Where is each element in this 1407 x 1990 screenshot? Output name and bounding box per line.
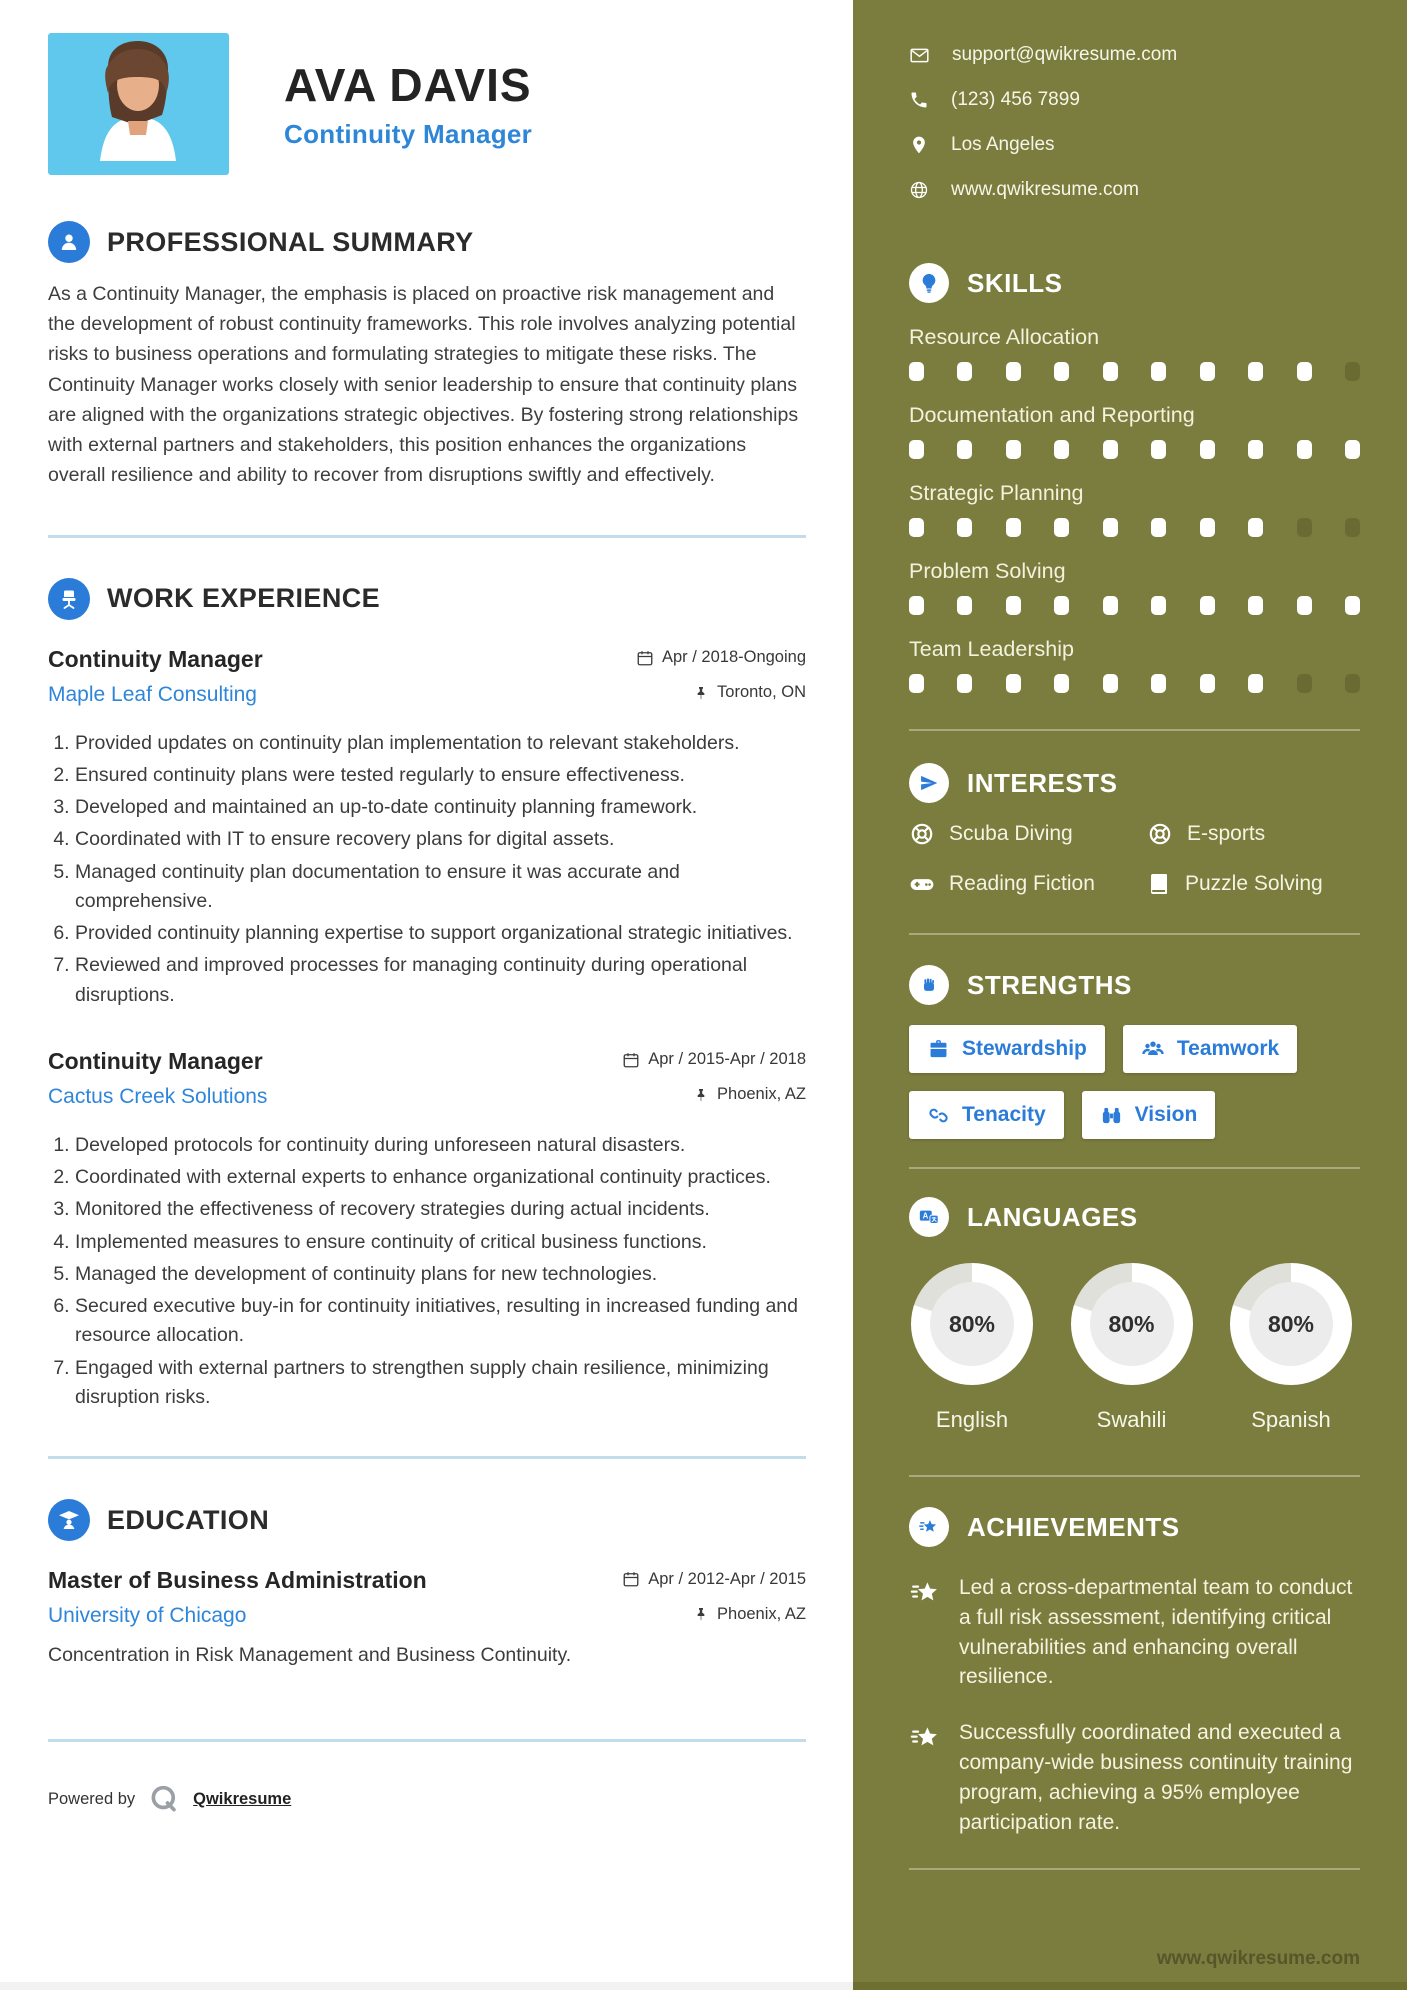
shooting-star-glyph: [918, 1516, 940, 1538]
skill-dot: [1151, 674, 1166, 693]
skill-name: Documentation and Reporting: [909, 403, 1195, 427]
skill-dot: [957, 362, 972, 381]
job-bullet: 4. Implemented measures to ensure continuity of critical business functions.: [75, 1228, 806, 1257]
interest-item: [909, 871, 1147, 897]
strength-label: Stewardship: [962, 1037, 1087, 1060]
job-location: Toronto, ON: [693, 683, 806, 702]
footer: [48, 1782, 806, 1816]
education-section: [48, 1499, 806, 1667]
company-link[interactable]: Cactus Creek Solutions: [48, 1084, 268, 1108]
language-percent: 80%: [1108, 1310, 1155, 1337]
graduate-icon: [48, 1499, 90, 1541]
school-row: [48, 1594, 806, 1628]
job-bullet: 4. Coordinated with IT to ensure recovery plans for digital assets.: [75, 825, 806, 854]
translate-glyph: [918, 1206, 940, 1228]
skill-dot: [1297, 518, 1312, 537]
skill-dot: [1006, 440, 1021, 459]
sidebar-divider: [909, 933, 1360, 935]
job-bullet: 7. Engaged with external partners to strengthen supply chain resilience, minimizing disruption risks.: [75, 1354, 806, 1413]
candidate-name: AVA DAVIS: [284, 59, 532, 111]
contact-email[interactable]: support@qwikresume.com: [952, 44, 1178, 65]
job-entry: [48, 1048, 806, 1412]
calendar-icon: [622, 1051, 640, 1069]
languages-heading: LANGUAGES: [967, 1201, 1138, 1232]
job-bullet: 6. Secured executive buy-in for continuity initiatives, resulting in increased funding and resource allocation.: [75, 1292, 806, 1351]
qwikresume-logo-icon: [147, 1782, 181, 1816]
skill-dot: [1297, 596, 1312, 615]
strength-chip: [909, 1091, 1064, 1139]
skill-dot: [957, 596, 972, 615]
language-percent: 80%: [948, 1310, 996, 1337]
skill-rating: [909, 596, 1360, 615]
job-bullet: 3. Developed and maintained an up-to-date continuity planning framework.: [75, 793, 806, 822]
candidate-title: Continuity Manager: [284, 119, 533, 149]
calendar-icon: [622, 1570, 640, 1588]
envelope-icon: [909, 45, 930, 66]
language-name: English: [935, 1407, 1009, 1432]
language-name: Spanish: [1251, 1407, 1331, 1432]
languages-row: [909, 1263, 1360, 1433]
skill-dot: [1006, 362, 1021, 381]
contact-website[interactable]: www.qwikresume.com: [951, 179, 1139, 200]
skill-group: [909, 403, 1360, 459]
skill-rating: [909, 674, 1360, 693]
work-section: [48, 578, 806, 1413]
pushpin-icon: [693, 685, 709, 701]
profile-photo-illustration: [48, 33, 229, 175]
skill-dot: [1054, 596, 1069, 615]
job-bullet: 3. Monitored the effectiveness of recovery strategies during actual incidents.: [75, 1195, 806, 1224]
job-entry: [48, 646, 806, 1010]
sidebar-divider: [909, 1475, 1360, 1477]
skill-dot: [1248, 674, 1263, 693]
summary-text: As a Continuity Manager, the emphasis is placed on proactive risk management and the development of robust continuity frameworks. This role involves analyzing potential risks to business operations and formulating strategies to mitigate these risks. The Continuity Manager works closely with senior leadership to ensure that continuity plans are aligned with the organizations strategic objectives. By fostering strong relationships with external partners and stakeholders, this position enhances the organizations overall resilience and ability to recover from disruptions swiftly and effectively.: [48, 283, 799, 487]
skill-dot: [1200, 674, 1215, 693]
binoculars-icon: [1100, 1104, 1123, 1127]
gamepad-icon: [909, 871, 935, 897]
language-item: [1069, 1263, 1195, 1433]
strength-label: Vision: [1134, 1103, 1198, 1126]
achievement-text: Led a cross-departmental team to conduct a full risk assessment, identifying critical vulnerabilities and enhancing overall resilience.: [959, 1576, 1353, 1689]
job-title-row: [48, 1048, 806, 1075]
name-block: [284, 58, 532, 150]
skill-dot: [1200, 518, 1215, 537]
powered-by-label: Powered by: [48, 1789, 136, 1808]
skill-dot: [1054, 362, 1069, 381]
job-bullet: 2. Ensured continuity plans were tested regularly to ensure effectiveness.: [75, 761, 806, 790]
education-note: Concentration in Risk Management and Business Continuity.: [48, 1644, 572, 1667]
skill-dot: [1200, 440, 1215, 459]
job-bullet: 1. Provided updates on continuity plan implementation to relevant stakeholders.: [75, 729, 806, 758]
contact-location-row: [909, 134, 1360, 156]
work-heading: WORK EXPERIENCE: [107, 583, 381, 614]
skill-dot: [1297, 440, 1312, 459]
bottom-strip-right: [853, 1982, 1407, 1990]
shooting-star-icon: [909, 1576, 943, 1610]
language-name: Swahili: [1096, 1407, 1167, 1432]
interests-section: [909, 763, 1360, 897]
contact-email-row: [909, 44, 1360, 66]
strength-label: Teamwork: [1176, 1037, 1280, 1060]
strength-chip: [1123, 1025, 1297, 1073]
education-heading-row: [48, 1499, 806, 1541]
person-icon: [48, 221, 90, 263]
skill-dot: [1151, 362, 1166, 381]
skill-group: [909, 637, 1360, 693]
office-chair-icon: [48, 578, 90, 620]
language-item: [1228, 1263, 1354, 1433]
skill-name: Resource Allocation: [909, 325, 1100, 349]
achievements-section: [909, 1507, 1360, 1838]
skill-group: [909, 325, 1360, 381]
job-bullet: 5. Managed continuity plan documentation to ensure it was accurate and comprehensive.: [75, 858, 806, 917]
skill-dot: [1054, 674, 1069, 693]
profile-photo: [48, 33, 229, 175]
skill-dot: [1054, 440, 1069, 459]
skill-name: Team Leadership: [909, 637, 1074, 661]
skill-dot: [1151, 596, 1166, 615]
job-date: Apr / 2015-Apr / 2018: [622, 1050, 806, 1069]
skill-dot: [1345, 674, 1360, 693]
briefcase-icon: [927, 1038, 950, 1061]
skill-dot: [909, 674, 924, 693]
divider: [48, 1456, 806, 1459]
shooting-star-icon: [909, 1507, 949, 1547]
job-title: Continuity Manager: [48, 1047, 263, 1074]
skill-dot: [957, 440, 972, 459]
skills-heading: SKILLS: [967, 267, 1063, 298]
interests-heading-row: [909, 763, 1360, 803]
job-company-row: [48, 673, 806, 707]
education-location: Phoenix, AZ: [693, 1605, 806, 1624]
fist-icon: [909, 965, 949, 1005]
company-link[interactable]: Maple Leaf Consulting: [48, 682, 257, 706]
skill-dot: [1345, 518, 1360, 537]
strength-chip: [909, 1025, 1105, 1073]
skills-section: [909, 263, 1360, 693]
strengths-chips: [909, 1025, 1360, 1139]
job-bullet: 2. Coordinated with external experts to enhance organizational continuity practices.: [75, 1163, 806, 1192]
skill-dot: [957, 674, 972, 693]
interest-item: [1147, 821, 1360, 847]
lifebuoy-icon: [1147, 821, 1173, 847]
interests-heading: INTERESTS: [967, 767, 1118, 798]
translate-icon: [909, 1197, 949, 1237]
language-progress-ring: [911, 1263, 1033, 1385]
skill-dot: [1151, 518, 1166, 537]
contact-phone: (123) 456 7899: [951, 89, 1080, 110]
skill-dot: [957, 518, 972, 537]
sidebar-divider: [909, 1868, 1360, 1870]
shooting-star-icon: [909, 1721, 943, 1755]
language-item: [909, 1263, 1035, 1433]
bottom-strip-left: [0, 1982, 853, 1990]
job-company-row: [48, 1075, 806, 1109]
skill-dot: [909, 440, 924, 459]
skill-dot: [1103, 362, 1118, 381]
strengths-heading: STRENGTHS: [967, 969, 1132, 1000]
skill-dot: [1006, 674, 1021, 693]
interest-label: Puzzle Solving: [1185, 872, 1323, 895]
pushpin-icon: [693, 1087, 709, 1103]
skill-group: [909, 481, 1360, 537]
achievement-item: [909, 1573, 1360, 1692]
language-progress-ring: [1230, 1263, 1352, 1385]
header: [48, 33, 806, 175]
job-bullet: 7. Reviewed and improved processes for managing continuity during operational disruptions.: [75, 951, 806, 1010]
divider: [48, 535, 806, 538]
language-percent: 80%: [1267, 1310, 1315, 1337]
contact-phone-row: [909, 89, 1360, 111]
skill-dot: [1006, 518, 1021, 537]
skill-dot: [1297, 362, 1312, 381]
skill-name: Problem Solving: [909, 559, 1066, 583]
job-bullet: 6. Provided continuity planning expertise to support organizational strategic initiatives.: [75, 919, 806, 948]
school-link[interactable]: University of Chicago: [48, 1604, 247, 1628]
job-bullet: 5. Managed the development of continuity plans for new technologies.: [75, 1260, 806, 1289]
interests-grid: [909, 821, 1360, 897]
site-link[interactable]: www.qwikresume.com: [1156, 1947, 1360, 1969]
education-entry: [48, 1567, 806, 1667]
language-progress-ring: [1071, 1263, 1193, 1385]
strength-label: Tenacity: [962, 1103, 1046, 1126]
achievements-heading-row: [909, 1507, 1360, 1547]
svg-text:A: A: [922, 1211, 929, 1221]
achievement-item: [909, 1718, 1360, 1837]
summary-section: [48, 221, 806, 491]
skill-dot: [1054, 518, 1069, 537]
degree-title: Master of Business Administration: [48, 1567, 427, 1594]
strength-chip: [1082, 1091, 1216, 1139]
job-title-row: [48, 646, 806, 673]
skills-heading-row: [909, 263, 1360, 303]
skill-dot: [1345, 362, 1360, 381]
languages-heading-row: [909, 1197, 1360, 1237]
job-bullet: 1. Developed protocols for continuity during unforeseen natural disasters.: [75, 1131, 806, 1160]
skill-dot: [1151, 440, 1166, 459]
contact-block: [909, 44, 1360, 201]
sidebar-divider: [909, 1167, 1360, 1169]
skill-dot: [1248, 596, 1263, 615]
skill-dot: [1248, 440, 1263, 459]
interest-label: Scuba Diving: [949, 822, 1073, 845]
job-bullet-list: [48, 1131, 806, 1412]
ring-inner: [1249, 1282, 1333, 1366]
sidebar-divider: [909, 729, 1360, 731]
skill-dot: [1345, 596, 1360, 615]
divider: [48, 1739, 806, 1742]
job-bullet-list: [48, 729, 806, 1010]
languages-section: [909, 1197, 1360, 1433]
paper-plane-icon: [909, 763, 949, 803]
skill-rating: [909, 518, 1360, 537]
contact-location: Los Angeles: [951, 134, 1055, 155]
skill-dot: [1248, 362, 1263, 381]
skill-dot: [909, 518, 924, 537]
ring-inner: [930, 1282, 1014, 1366]
skill-dot: [1103, 440, 1118, 459]
skill-dot: [1297, 674, 1312, 693]
location-pin-icon: [909, 135, 929, 155]
skill-dot: [1103, 674, 1118, 693]
summary-heading: PROFESSIONAL SUMMARY: [107, 226, 474, 257]
skill-dot: [909, 596, 924, 615]
degree-row: [48, 1567, 806, 1594]
interest-item: [909, 821, 1147, 847]
pushpin-icon: [693, 1606, 709, 1622]
interest-label: Reading Fiction: [949, 872, 1095, 895]
sidebar: [853, 0, 1407, 1990]
education-date: Apr / 2012-Apr / 2015: [622, 1570, 806, 1589]
skill-dot: [1103, 596, 1118, 615]
strengths-section: [909, 965, 1360, 1139]
contact-website-row: [909, 179, 1360, 201]
skill-dot: [1200, 596, 1215, 615]
skill-dot: [1006, 596, 1021, 615]
achievements-heading: ACHIEVEMENTS: [967, 1511, 1180, 1542]
book-icon: [1147, 872, 1171, 896]
achievement-text: Successfully coordinated and executed a company-wide business continuity training program, achieving a 95% employee participation rate.: [959, 1721, 1353, 1834]
education-heading: EDUCATION: [107, 1504, 270, 1535]
calendar-icon: [636, 649, 654, 667]
skill-dot: [909, 362, 924, 381]
job-date: Apr / 2018-Ongoing: [636, 648, 806, 667]
skill-rating: [909, 362, 1360, 381]
job-title: Continuity Manager: [48, 645, 263, 672]
qwikresume-link[interactable]: Qwikresume: [193, 1789, 292, 1808]
lightbulb-icon: [909, 263, 949, 303]
skill-name: Strategic Planning: [909, 481, 1084, 505]
phone-icon: [909, 90, 929, 110]
skill-dot: [1200, 362, 1215, 381]
skill-group: [909, 559, 1360, 615]
strengths-heading-row: [909, 965, 1360, 1005]
work-heading-row: [48, 578, 806, 620]
interest-label: E-sports: [1187, 822, 1266, 845]
job-location: Phoenix, AZ: [693, 1085, 806, 1104]
skill-dot: [1345, 440, 1360, 459]
lifebuoy-icon: [909, 821, 935, 847]
ring-inner: [1090, 1282, 1174, 1366]
users-icon: [1141, 1037, 1165, 1061]
summary-heading-row: [48, 221, 806, 263]
globe-icon: [909, 180, 929, 200]
chain-icon: [927, 1104, 950, 1127]
skill-dot: [1103, 518, 1118, 537]
skill-dot: [1248, 518, 1263, 537]
skill-rating: [909, 440, 1360, 459]
interest-item: [1147, 871, 1360, 897]
